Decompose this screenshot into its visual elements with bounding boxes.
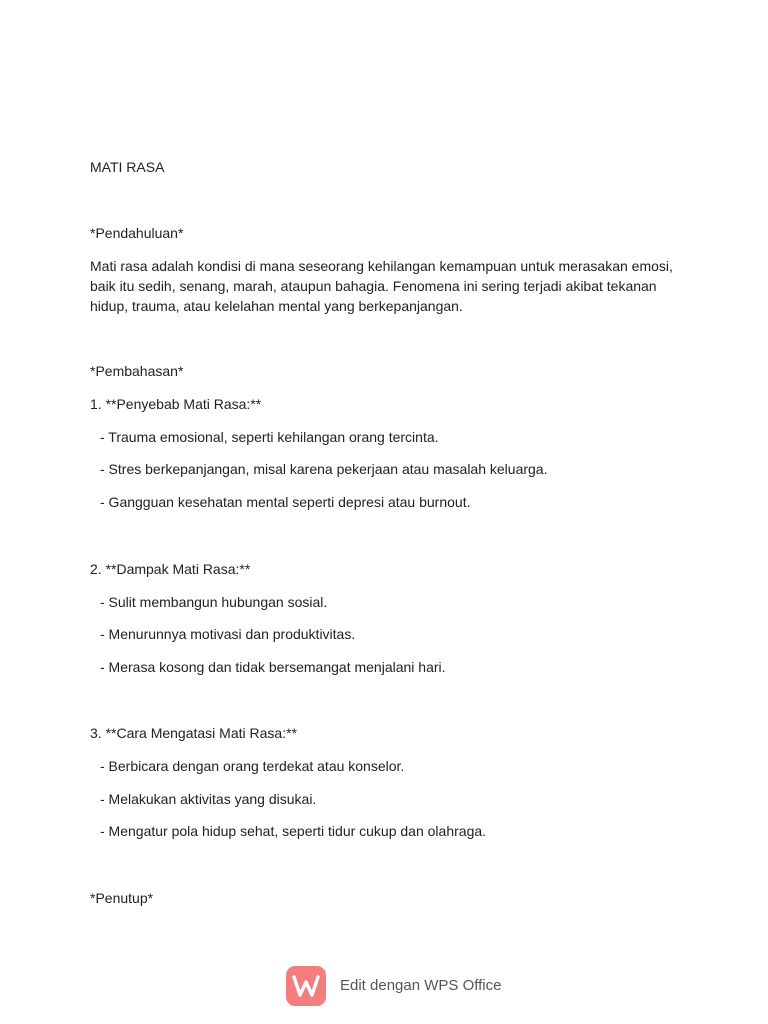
list-item: - Stres berkepanjangan, misal karena pekerjaan atau masalah keluarga. — [100, 461, 548, 477]
list-item: - Berbicara dengan orang terdekat atau konselor. — [100, 758, 405, 774]
closing-heading: *Penutup* — [90, 890, 154, 906]
intro-heading: *Pendahuluan* — [90, 225, 184, 241]
section-heading-impact: 2. **Dampak Mati Rasa:** — [90, 561, 251, 577]
list-item: - Menurunnya motivasi dan produktivitas. — [100, 626, 356, 642]
document-title: MATI RASA — [90, 159, 165, 175]
wps-edit-banner[interactable] — [286, 965, 501, 1007]
wps-office-logo-icon[interactable] — [286, 966, 326, 1006]
list-item: - Trauma emosional, seperti kehilangan orang tercinta. — [100, 429, 439, 445]
list-item: - Melakukan aktivitas yang disukai. — [100, 791, 317, 807]
section-heading-coping: 3. **Cara Mengatasi Mati Rasa:** — [90, 725, 297, 741]
intro-paragraph: Mati rasa adalah kondisi di mana seseorang kehilangan kemampuan untuk merasakan emosi, baik itu sedih, senang, marah, ataupun bahagia. Fenomena ini sering terjadi akibat tekanan hidup, trauma, atau kelelahan mental yang berkepanjangan. — [90, 258, 673, 314]
list-item: - Sulit membangun hubungan sosial. — [100, 594, 328, 610]
wps-edit-link[interactable]: Edit dengan WPS Office — [340, 977, 502, 994]
list-item: - Mengatur pola hidup sehat, seperti tidur cukup dan olahraga. — [100, 823, 487, 839]
list-item: - Merasa kosong dan tidak bersemangat menjalani hari. — [100, 659, 446, 675]
list-item: - Gangguan kesehatan mental seperti depresi atau burnout. — [100, 494, 471, 510]
section-heading-causes: 1. **Penyebab Mati Rasa:** — [90, 396, 262, 412]
discussion-heading: *Pembahasan* — [90, 363, 184, 379]
